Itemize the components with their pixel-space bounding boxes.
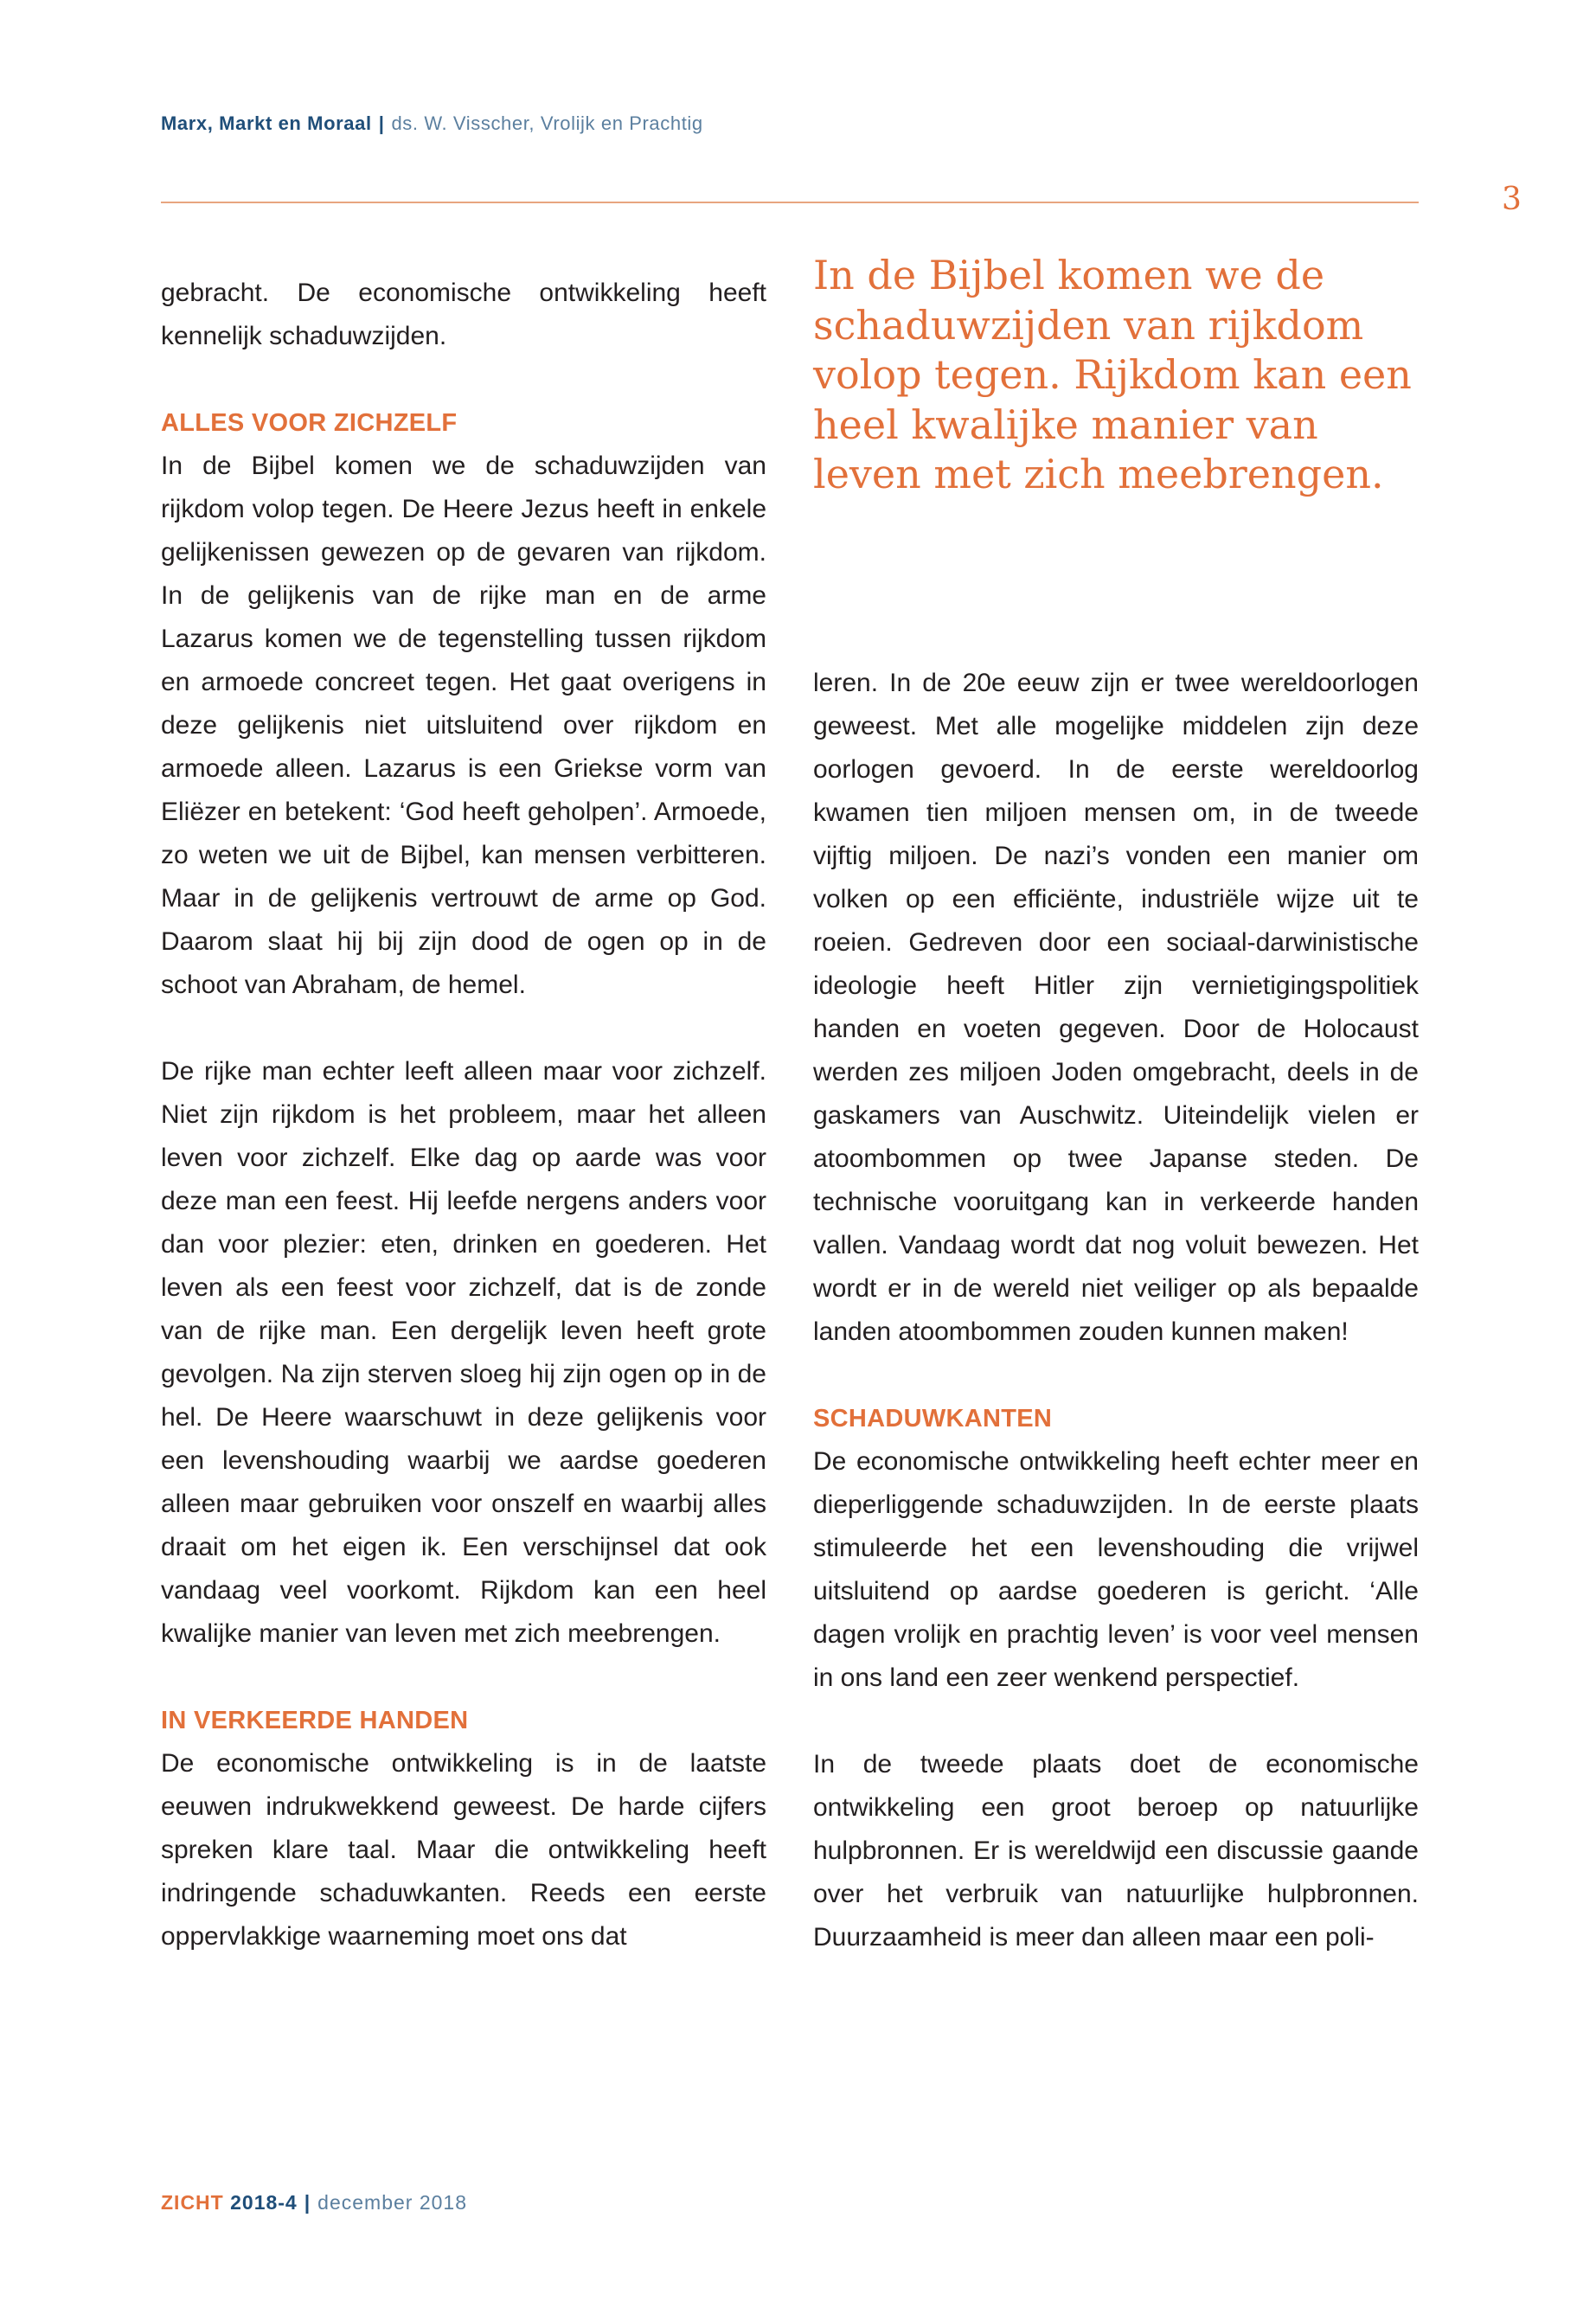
paragraph: De economische ontwikkeling is in de laatste eeuwen indrukwekkend geweest. De harde cijfers spreken klare taal. Maar die ontwikkeling heeft indringende schaduwkanten. Reeds een eerste oppervlakkige waarneming moet ons dat xyxy=(161,1749,766,1951)
header-separator: | xyxy=(378,112,385,134)
page-number: 3 xyxy=(1502,182,1522,217)
paragraph: De rijke man echter leeft alleen maar voor zichzelf. Niet zijn rijkdom is het probleem, maar het alleen leven voor zichzelf. Elke dag op aarde was voor deze man een feest. Hij leefde nergens anders voor dan voor plezier: eten, drinken en goederen. Het leven als een feest voor zichzelf, dat is de zonde van de rijke man. Een dergelijk leven heeft grote gevolgen. Na zijn sterven sloeg hij zijn ogen op in de hel. De Heere waarschuwt in deze gelijkenis voor een levenshouding waarbij we aardse goederen alleen maar gebruiken voor onszelf en waarbij alles draait om het eigen ik. Een verschijnsel dat ook vandaag veel voorkomt. Rijkdom kan een heel kwalijke manier van leven met zich meebrengen. xyxy=(161,1057,766,1648)
footer-brand: ZICHT xyxy=(161,2191,224,2214)
page-footer xyxy=(161,2191,467,2214)
footer-separator: | xyxy=(304,2191,311,2214)
left-column xyxy=(161,272,766,1958)
spacer xyxy=(161,1007,766,1050)
spacer xyxy=(813,1700,1419,1743)
section-heading-alles-voor-zichzelf: ALLES VOOR ZICHZELF xyxy=(161,409,458,437)
header-title: Marx, Markt en Moraal xyxy=(161,112,372,134)
spacer xyxy=(161,358,766,401)
header-rule xyxy=(161,202,1419,203)
pull-quote: In de Bijbel komen we de schaduwzijden van rijkdom volop tegen. Rijkdom kan een heel kwalijke manier van leven met zich meebrengen. xyxy=(813,252,1412,497)
paragraph: In de Bijbel komen we de schaduwzijden van rijkdom volop tegen. De Heere Jezus heeft in enkele gelijkenissen gewezen op de gevaren van rijkdom. In de gelijkenis van de rijke man en de arme Lazarus komen we de tegenstelling tussen rijkdom en armoede concreet tegen. Het gaat overigens in deze gelijkenis niet uitsluitend over rijkdom en armoede alleen. Lazarus is een Griekse vorm van Eliëzer en betekent: ‘God heeft geholpen’. Armoede, zo weten we uit de Bijbel, kan mensen verbitteren. Maar in de gelijkenis vertrouwt de arme op God. Daarom slaat hij bij zijn dood de ogen op in de schoot van Abraham, de hemel. xyxy=(161,452,766,999)
header-subtitle: ds. W. Visscher, Vrolijk en Prachtig xyxy=(391,112,703,134)
right-column xyxy=(813,662,1419,1959)
footer-issue: 2018-4 xyxy=(230,2191,298,2214)
section-heading-in-verkeerde-handen: IN VERKEERDE HANDEN xyxy=(161,1707,469,1734)
section-heading-schaduwkanten: SCHADUWKANTEN xyxy=(813,1405,1053,1433)
spacer xyxy=(161,1656,766,1699)
paragraph: leren. In de 20e eeuw zijn er twee wereldoorlogen geweest. Met alle mogelijke middelen zijn deze oorlogen gevoerd. In de eerste wereldoorlog kwamen tien miljoen mensen om, in de tweede vijftig miljoen. De nazi’s vonden een manier om volken op een efficiënte, industriële wijze uit te roeien. Gedreven door een sociaal-darwinistische ideologie heeft Hitler zijn vernietigingspolitiek handen en voeten gegeven. Door de Holocaust werden zes miljoen Joden omgebracht, deels in de gaskamers van Auschwitz. Uiteindelijk vielen er atoombommen op twee Japanse steden. De technische vooruitgang kan in verkeerde handen vallen. Vandaag wordt dat nog voluit bewezen. Het wordt er in de wereld niet veiliger op als bepaalde landen atoombommen zouden kunnen maken! xyxy=(813,669,1419,1346)
footer-date: december 2018 xyxy=(317,2191,468,2214)
intro-paragraph: gebracht. De economische ontwikkeling heeft kennelijk schaduwzijden. xyxy=(161,279,766,350)
running-header xyxy=(161,112,703,135)
paragraph: De economische ontwikkeling heeft echter meer en dieperliggende schaduwzijden. In de eerste plaats stimuleerde het een levenshouding die vrijwel uitsluitend op aardse goederen is gericht. ‘Alle dagen vrolijk en prachtig leven’ is voor veel mensen in ons land een zeer wenkend perspectief. xyxy=(813,1447,1419,1692)
spacer xyxy=(813,1354,1419,1397)
paragraph: In de tweede plaats doet de economische ontwikkeling een groot beroep op natuurlijke hulpbronnen. Er is wereldwijd een discussie gaande over het verbruik van natuurlijke hulpbronnen. Duurzaamheid is meer dan alleen maar een poli- xyxy=(813,1750,1419,1952)
